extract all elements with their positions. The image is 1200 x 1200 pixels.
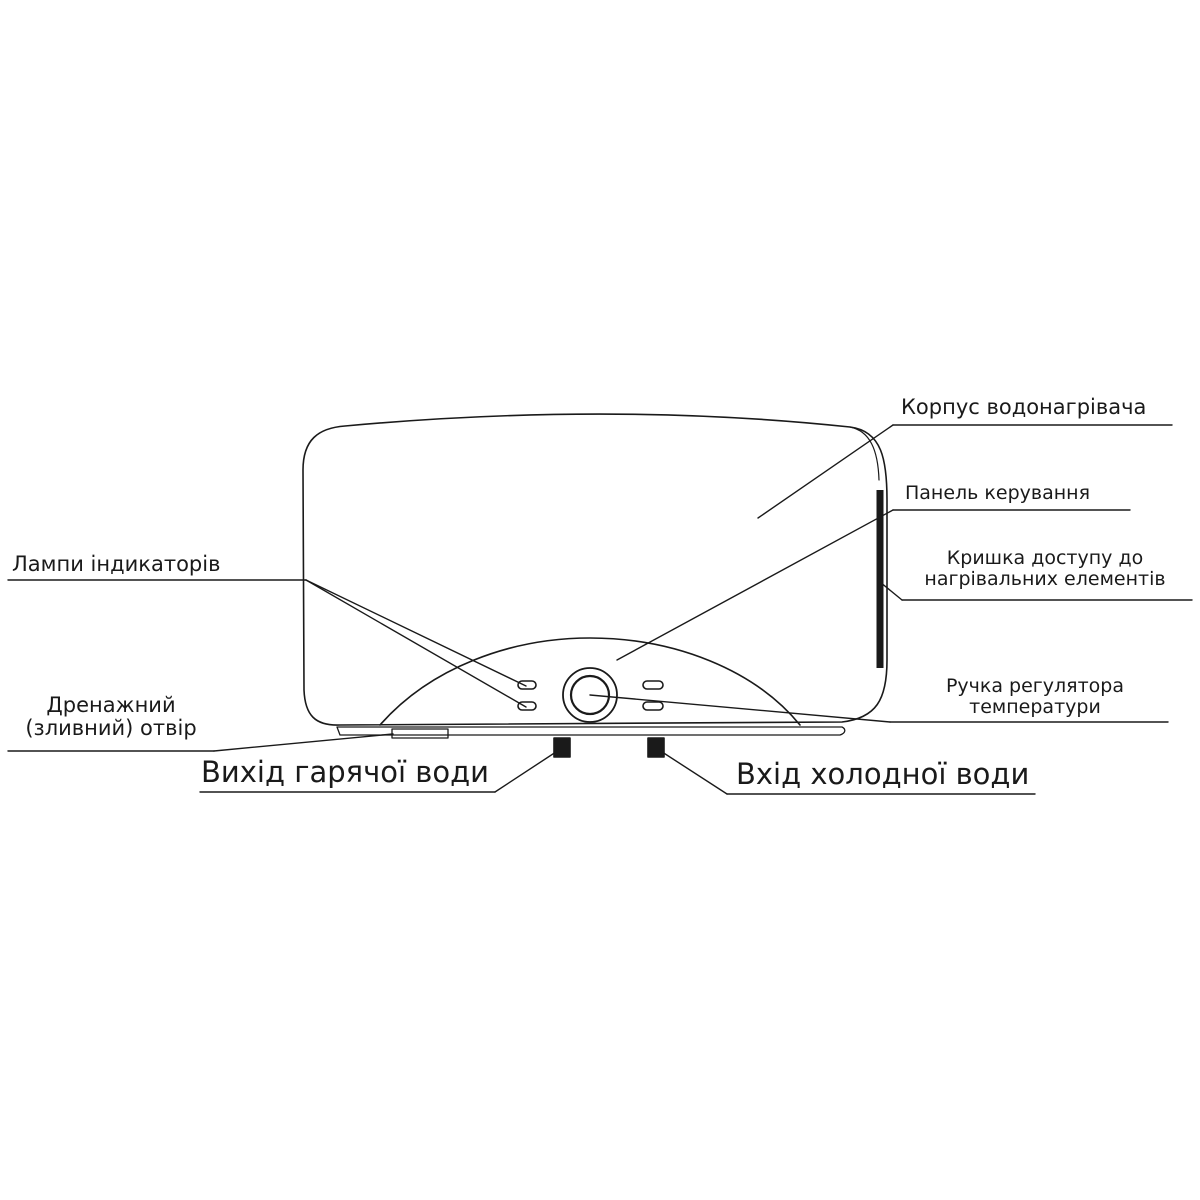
indicator-lamp-top [518, 681, 536, 689]
heater-housing [303, 414, 887, 725]
housing-bottom-strip [337, 727, 845, 735]
control-panel-dome [380, 638, 800, 725]
panel-slot-bottom [643, 702, 663, 710]
panel-slot-top [643, 681, 663, 689]
label-drain [8, 694, 214, 740]
label-drain-line2: (зливний) отвір [25, 716, 197, 741]
label-thermostat-knob-line1: Ручка регулятора [945, 675, 1125, 697]
label-control-panel: Панель керування [905, 482, 1091, 504]
label-housing: Корпус водонагрівача [901, 395, 1147, 419]
label-indicator-lamps: Лампи індикаторів [12, 552, 221, 576]
label-access-cover-line1: Кришка доступу до [946, 547, 1144, 569]
label-cold-water-inlet: Вхід холодної води [736, 757, 1030, 791]
housing-inner-edge [850, 427, 879, 480]
label-drain-line1: Дренажний [46, 693, 176, 717]
label-hot-water-outlet: Вихід гарячої води [201, 755, 489, 789]
label-access-cover [915, 548, 1175, 590]
label-thermostat-knob-line2: температури [969, 695, 1101, 718]
label-access-cover-line2: нагрівальних елементів [924, 567, 1166, 590]
drain-outlet [392, 729, 448, 738]
label-thermostat-knob [925, 676, 1145, 718]
